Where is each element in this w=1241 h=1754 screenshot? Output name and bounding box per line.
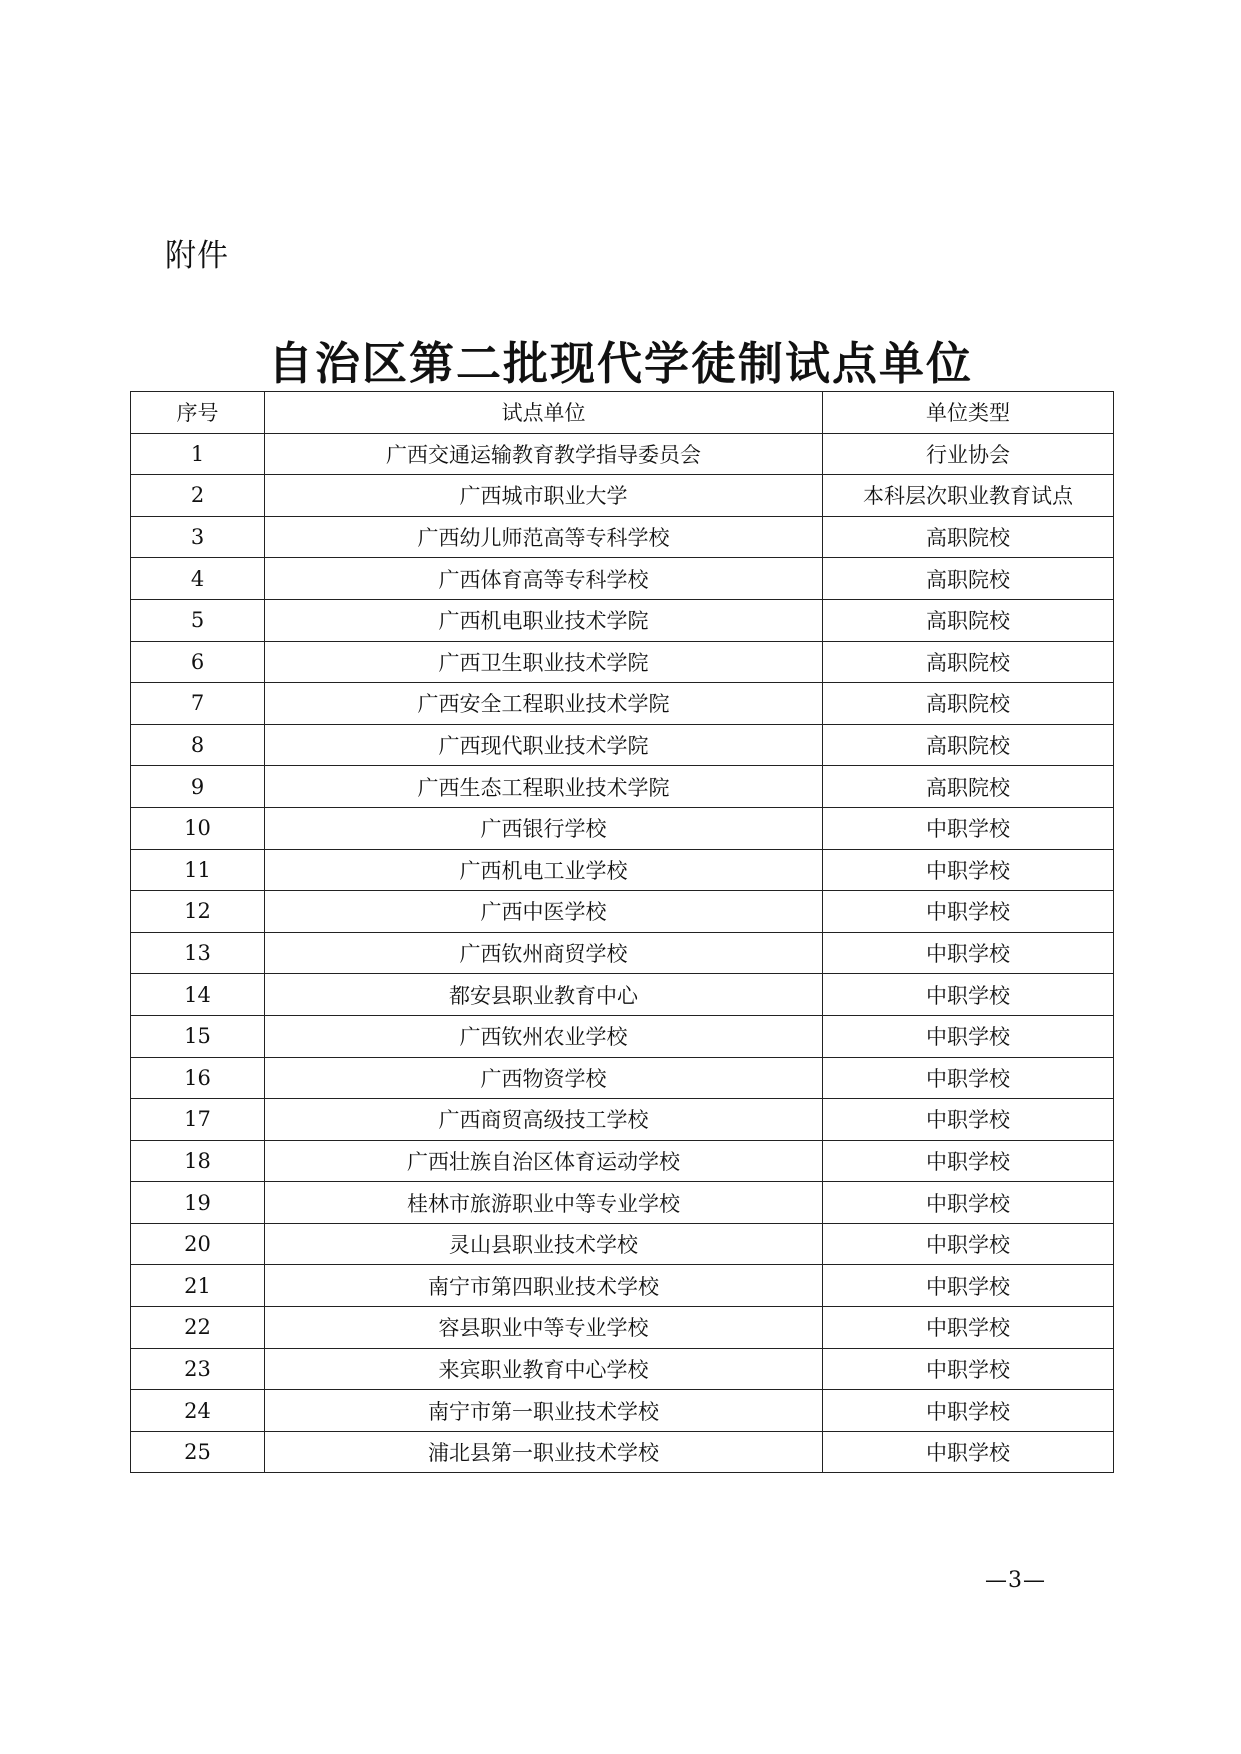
- row-number-cell: 24: [131, 1390, 265, 1432]
- unit-type-cell: 高职院校: [823, 724, 1114, 766]
- column-header-number: 序号: [131, 392, 265, 434]
- row-number-cell: 20: [131, 1223, 265, 1265]
- row-number-cell: 6: [131, 641, 265, 683]
- unit-name-cell: 浦北县第一职业技术学校: [265, 1431, 823, 1473]
- table-row: [131, 475, 1114, 517]
- document-title: 自治区第二批现代学徒制试点单位: [267, 337, 973, 390]
- table-row: [131, 1182, 1114, 1224]
- unit-type-cell: 中职学校: [823, 1140, 1114, 1182]
- unit-name-cell: 灵山县职业技术学校: [265, 1223, 823, 1265]
- table-row: [131, 849, 1114, 891]
- unit-name-cell: 来宾职业教育中心学校: [265, 1348, 823, 1390]
- table-row: [131, 558, 1114, 600]
- unit-type-cell: 中职学校: [823, 974, 1114, 1016]
- table-row: [131, 724, 1114, 766]
- row-number-cell: 7: [131, 683, 265, 725]
- table-row: [131, 516, 1114, 558]
- unit-type-cell: 中职学校: [823, 1223, 1114, 1265]
- page-number: —3—: [985, 1568, 1046, 1593]
- unit-name-cell: 广西钦州农业学校: [265, 1015, 823, 1057]
- row-number-cell: 15: [131, 1015, 265, 1057]
- unit-name-cell: 广西体育高等专科学校: [265, 558, 823, 600]
- unit-type-cell: 中职学校: [823, 1265, 1114, 1307]
- attachment-label: 附件: [165, 238, 229, 274]
- table-row: [131, 1140, 1114, 1182]
- unit-name-cell: 广西物资学校: [265, 1057, 823, 1099]
- table-body: [131, 433, 1114, 1473]
- unit-name-cell: 广西交通运输教育教学指导委员会: [265, 433, 823, 475]
- unit-type-cell: 中职学校: [823, 1390, 1114, 1432]
- unit-name-cell: 南宁市第一职业技术学校: [265, 1390, 823, 1432]
- table-row: [131, 1348, 1114, 1390]
- row-number-cell: 23: [131, 1348, 265, 1390]
- table-row: [131, 932, 1114, 974]
- table-row: [131, 1265, 1114, 1307]
- row-number-cell: 22: [131, 1307, 265, 1349]
- table-row: [131, 1390, 1114, 1432]
- table-row: [131, 683, 1114, 725]
- unit-type-cell: 中职学校: [823, 1057, 1114, 1099]
- unit-name-cell: 桂林市旅游职业中等专业学校: [265, 1182, 823, 1224]
- unit-type-cell: 高职院校: [823, 683, 1114, 725]
- unit-type-cell: 行业协会: [823, 433, 1114, 475]
- pilot-units-table: [130, 391, 1114, 1473]
- table-header-row: [131, 392, 1114, 434]
- unit-name-cell: 广西安全工程职业技术学院: [265, 683, 823, 725]
- table-row: [131, 1099, 1114, 1141]
- row-number-cell: 25: [131, 1431, 265, 1473]
- row-number-cell: 19: [131, 1182, 265, 1224]
- row-number-cell: 17: [131, 1099, 265, 1141]
- unit-type-cell: 中职学校: [823, 807, 1114, 849]
- unit-type-cell: 中职学校: [823, 932, 1114, 974]
- column-header-type: 单位类型: [823, 392, 1114, 434]
- unit-type-cell: 中职学校: [823, 1307, 1114, 1349]
- unit-type-cell: 中职学校: [823, 1015, 1114, 1057]
- row-number-cell: 10: [131, 807, 265, 849]
- table-row: [131, 641, 1114, 683]
- unit-name-cell: 广西生态工程职业技术学院: [265, 766, 823, 808]
- unit-type-cell: 中职学校: [823, 891, 1114, 933]
- row-number-cell: 5: [131, 599, 265, 641]
- row-number-cell: 14: [131, 974, 265, 1016]
- unit-type-cell: 中职学校: [823, 1182, 1114, 1224]
- table-row: [131, 1223, 1114, 1265]
- unit-name-cell: 南宁市第四职业技术学校: [265, 1265, 823, 1307]
- unit-name-cell: 广西中医学校: [265, 891, 823, 933]
- row-number-cell: 3: [131, 516, 265, 558]
- row-number-cell: 12: [131, 891, 265, 933]
- unit-type-cell: 中职学校: [823, 849, 1114, 891]
- row-number-cell: 8: [131, 724, 265, 766]
- unit-name-cell: 广西商贸高级技工学校: [265, 1099, 823, 1141]
- row-number-cell: 2: [131, 475, 265, 517]
- unit-name-cell: 广西幼儿师范高等专科学校: [265, 516, 823, 558]
- unit-name-cell: 广西机电工业学校: [265, 849, 823, 891]
- unit-type-cell: 中职学校: [823, 1099, 1114, 1141]
- table-row: [131, 766, 1114, 808]
- unit-name-cell: 广西壮族自治区体育运动学校: [265, 1140, 823, 1182]
- unit-name-cell: 广西现代职业技术学院: [265, 724, 823, 766]
- unit-name-cell: 广西机电职业技术学院: [265, 599, 823, 641]
- table-row: [131, 1431, 1114, 1473]
- row-number-cell: 21: [131, 1265, 265, 1307]
- row-number-cell: 1: [131, 433, 265, 475]
- table-row: [131, 1307, 1114, 1349]
- column-header-unit: 试点单位: [265, 392, 823, 434]
- unit-type-cell: 高职院校: [823, 641, 1114, 683]
- table-row: [131, 974, 1114, 1016]
- unit-type-cell: 高职院校: [823, 558, 1114, 600]
- row-number-cell: 13: [131, 932, 265, 974]
- row-number-cell: 18: [131, 1140, 265, 1182]
- unit-name-cell: 广西卫生职业技术学院: [265, 641, 823, 683]
- unit-type-cell: 本科层次职业教育试点: [823, 475, 1114, 517]
- table-row: [131, 1057, 1114, 1099]
- table-row: [131, 807, 1114, 849]
- row-number-cell: 16: [131, 1057, 265, 1099]
- row-number-cell: 4: [131, 558, 265, 600]
- unit-name-cell: 都安县职业教育中心: [265, 974, 823, 1016]
- table-row: [131, 599, 1114, 641]
- unit-type-cell: 中职学校: [823, 1348, 1114, 1390]
- row-number-cell: 9: [131, 766, 265, 808]
- unit-name-cell: 容县职业中等专业学校: [265, 1307, 823, 1349]
- unit-type-cell: 高职院校: [823, 516, 1114, 558]
- row-number-cell: 11: [131, 849, 265, 891]
- unit-type-cell: 高职院校: [823, 766, 1114, 808]
- unit-type-cell: 中职学校: [823, 1431, 1114, 1473]
- unit-name-cell: 广西银行学校: [265, 807, 823, 849]
- table-row: [131, 891, 1114, 933]
- unit-name-cell: 广西钦州商贸学校: [265, 932, 823, 974]
- table-row: [131, 1015, 1114, 1057]
- table-row: [131, 433, 1114, 475]
- unit-name-cell: 广西城市职业大学: [265, 475, 823, 517]
- unit-type-cell: 高职院校: [823, 599, 1114, 641]
